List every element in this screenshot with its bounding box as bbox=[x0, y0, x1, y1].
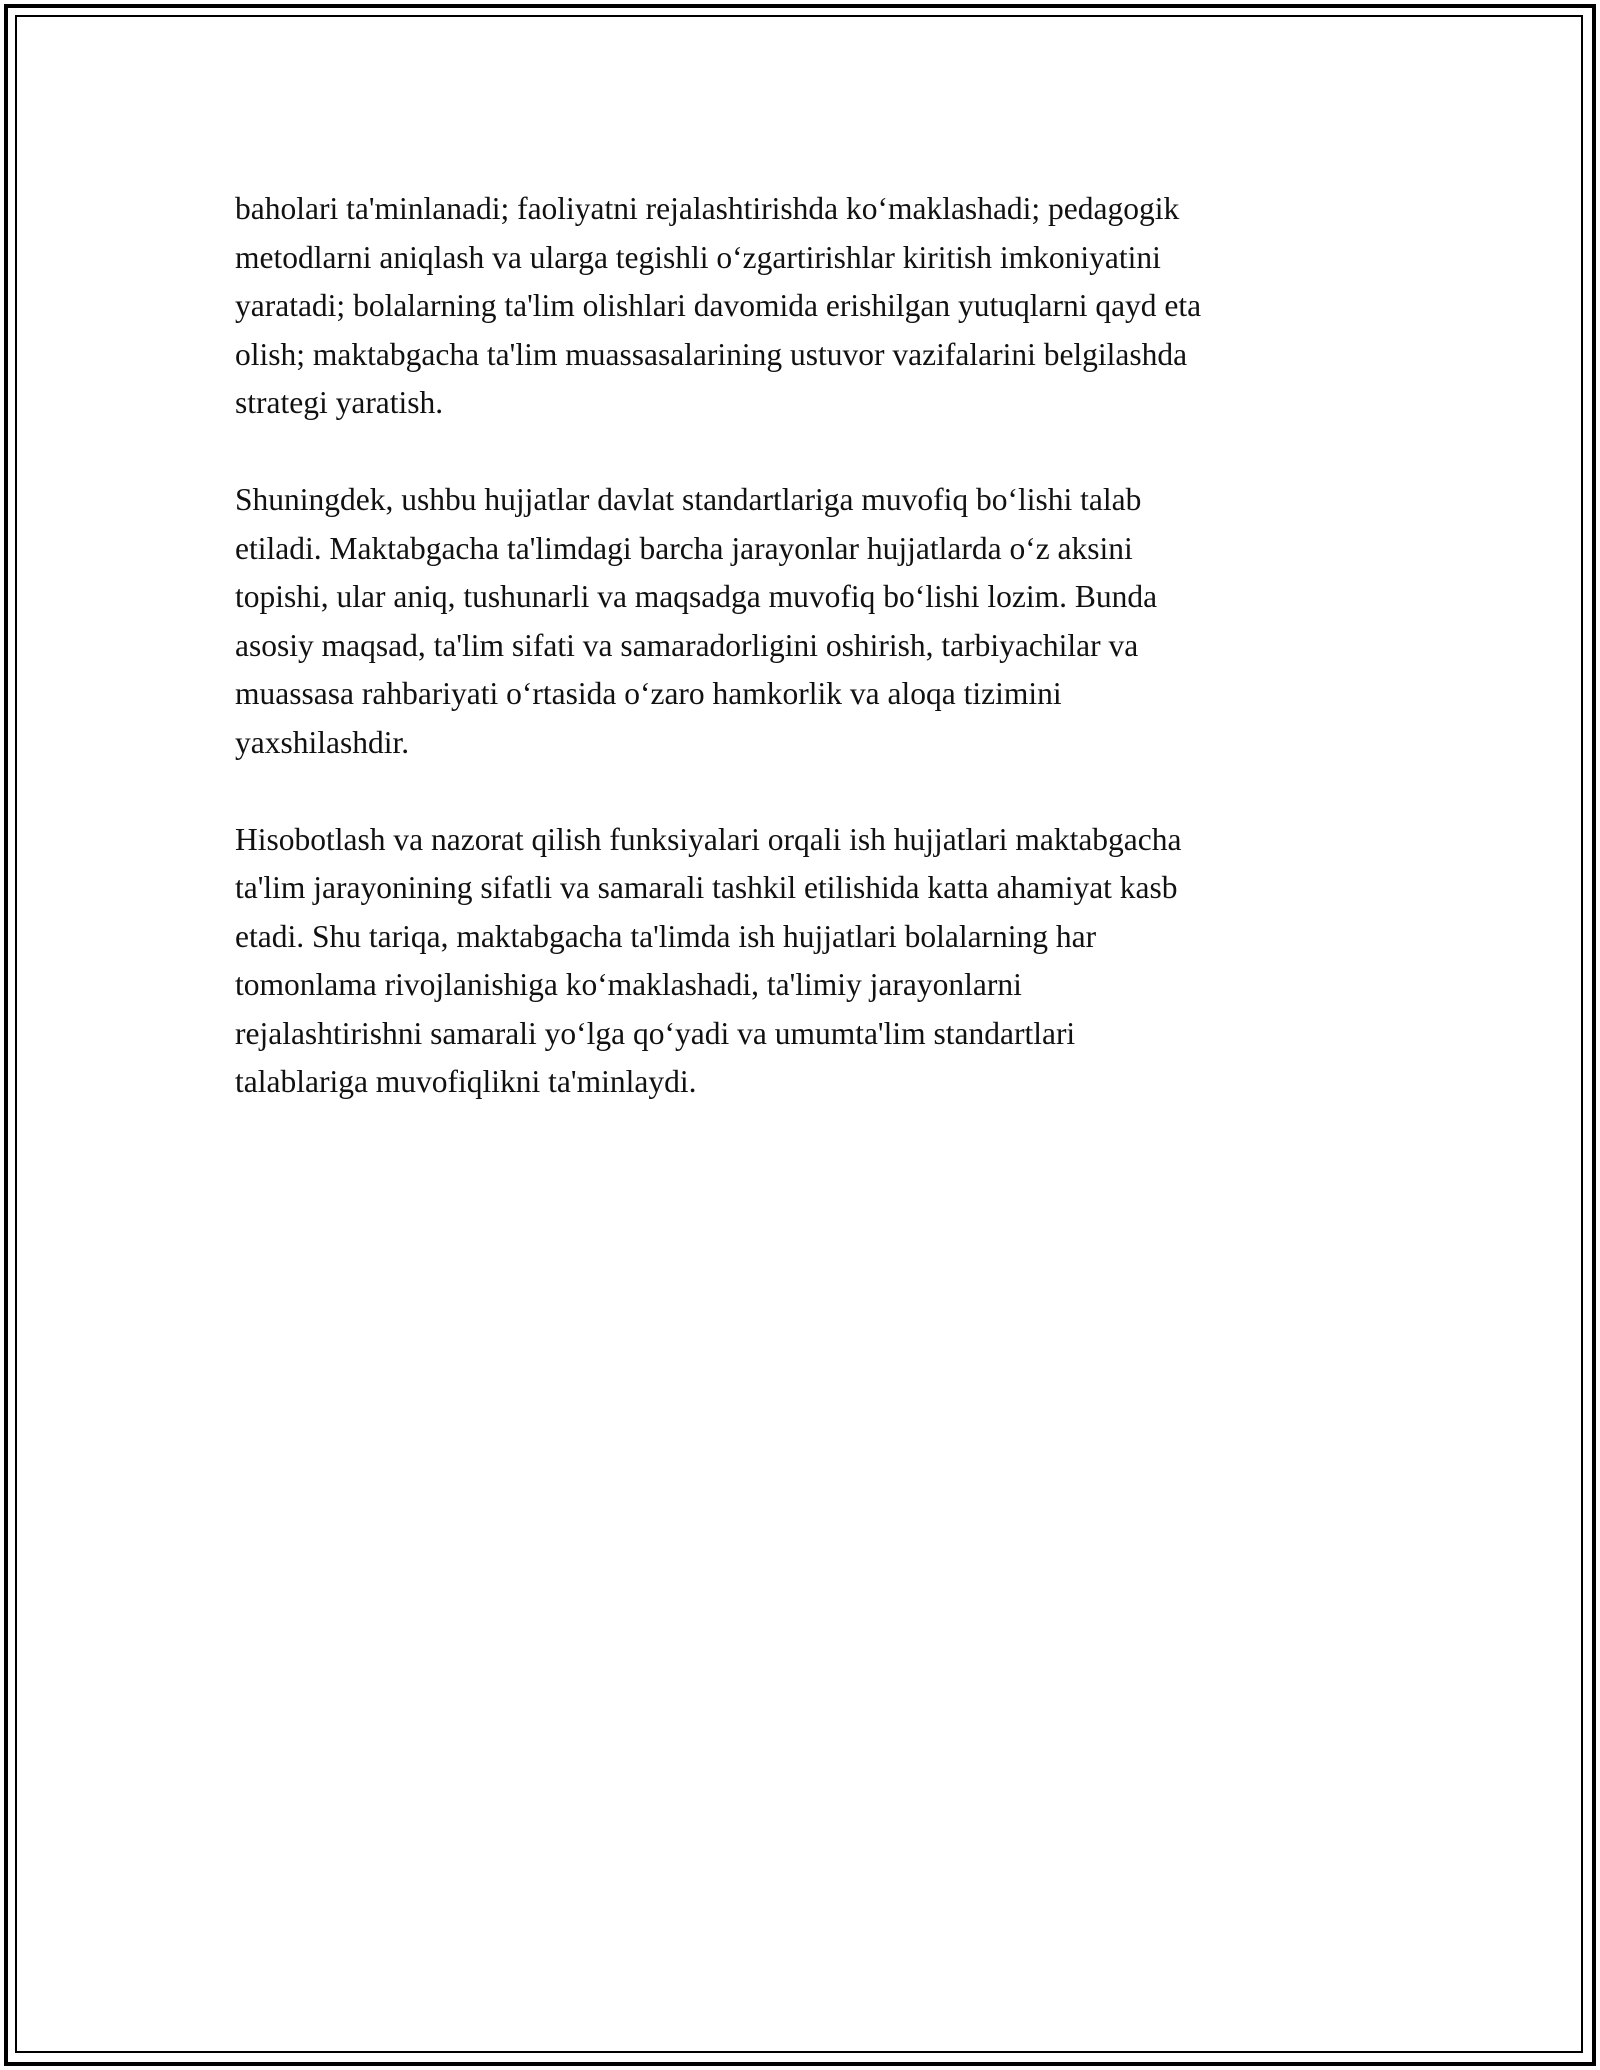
paragraph-line: etiladi. Maktabgacha ta'limdagi barcha jarayonlar hujjatlarda o‘z aksini bbox=[235, 530, 1133, 566]
paragraph-line: olish; maktabgacha ta'lim muassasalarining ustuvor vazifalarini belgilashda bbox=[235, 336, 1188, 372]
paragraph-line: Hisobotlash va nazorat qilish funksiyalari orqali ish hujjatlari maktabgacha bbox=[235, 821, 1182, 857]
document-body bbox=[235, 185, 1375, 1155]
paragraph-line: topishi, ular aniq, tushunarli va maqsadga muvofiq bo‘lishi lozim. Bunda bbox=[235, 579, 1158, 614]
paragraph-line: strategi yaratish. bbox=[235, 385, 444, 420]
paragraph-3 bbox=[235, 816, 1375, 1107]
paragraph-line: asosiy maqsad, ta'lim sifati va samaradorligini oshirish, tarbiyachilar va bbox=[235, 627, 1139, 663]
paragraph-line: etadi. Shu tariqa, maktabgacha ta'limda ish hujjatlari bolalarning har bbox=[235, 918, 1097, 954]
paragraph-line: yaxshilashdir. bbox=[235, 724, 410, 760]
paragraph-line: rejalashtirishni samarali yo‘lga qo‘yadi va umumta'lim standartlari bbox=[235, 1015, 1076, 1051]
paragraph-line: ta'lim jarayonining sifatli va samarali tashkil etilishida katta ahamiyat kasb bbox=[235, 870, 1178, 905]
paragraph-line: muassasa rahbariyati o‘rtasida o‘zaro hamkorlik va aloqa tizimini bbox=[235, 676, 1062, 711]
paragraph-line: yaratadi; bolalarning ta'lim olishlari davomida erishilgan yutuqlarni qayd eta bbox=[235, 288, 1202, 323]
paragraph-1 bbox=[235, 185, 1375, 428]
paragraph-line: metodlarni aniqlash va ularga tegishli o‘zgartirishlar kiritish imkoniyatini bbox=[235, 239, 1161, 275]
paragraph-2 bbox=[235, 476, 1375, 767]
paragraph-line: tomonlama rivojlanishiga ko‘maklashadi, ta'limiy jarayonlarni bbox=[235, 967, 1022, 1002]
paragraph-line: Shuningdek, ushbu hujjatlar davlat standartlariga muvofiq bo‘lishi talab bbox=[235, 482, 1142, 517]
paragraph-line: baholari ta'minlanadi; faoliyatni rejalashtirishda ko‘maklashadi; pedagogik bbox=[235, 191, 1180, 226]
paragraph-line: talablariga muvofiqlikni ta'minlaydi. bbox=[235, 1064, 697, 1099]
